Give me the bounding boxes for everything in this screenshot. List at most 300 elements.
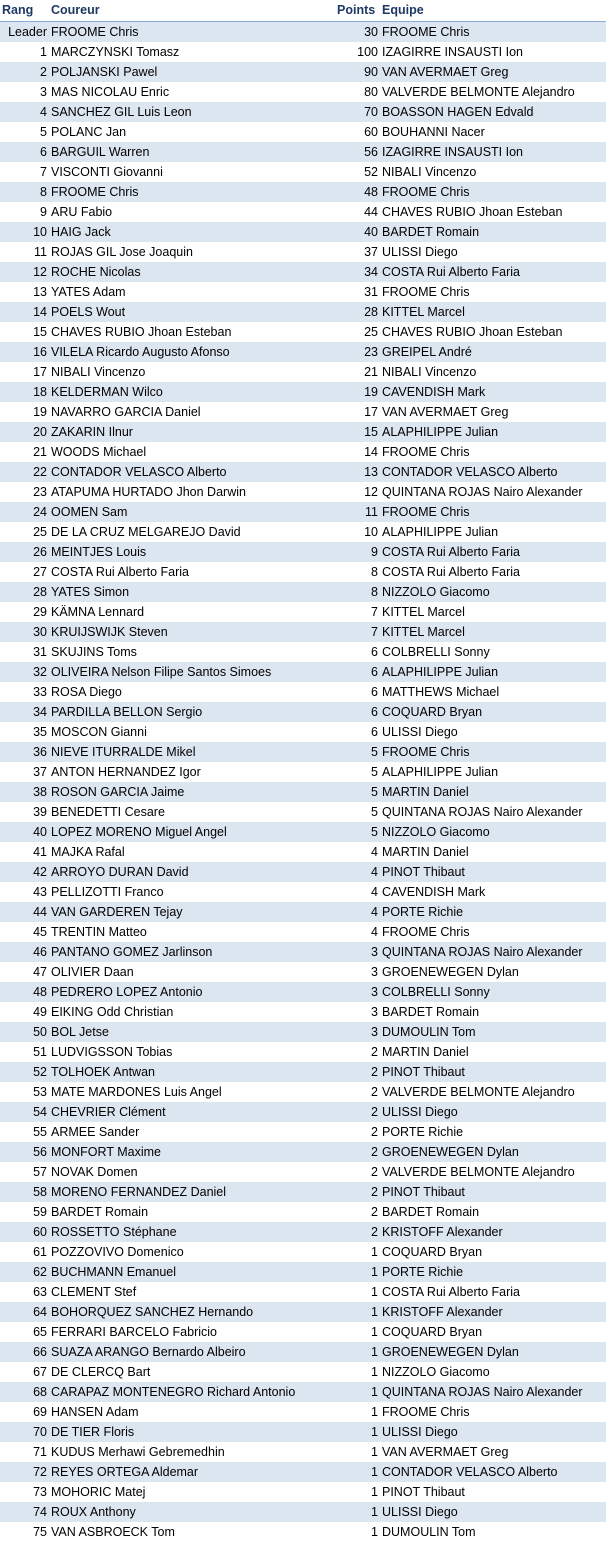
cell-equipe[interactable]: KITTEL Marcel [380,602,606,622]
table-row[interactable] [0,1422,606,1442]
cell-points[interactable]: 12 [335,482,380,502]
cell-equipe[interactable]: COLBRELLI Sonny [380,982,606,1002]
table-row[interactable] [0,802,606,822]
cell-points[interactable]: 6 [335,682,380,702]
cell-coureur[interactable]: ARMEE Sander [49,1122,335,1142]
table-row[interactable] [0,222,606,242]
table-row[interactable] [0,82,606,102]
cell-coureur[interactable]: PARDILLA BELLON Sergio [49,702,335,722]
table-row[interactable] [0,1022,606,1042]
table-row[interactable] [0,702,606,722]
cell-rang[interactable]: 4 [0,102,49,122]
cell-equipe[interactable]: MATTHEWS Michael [380,682,606,702]
table-row[interactable] [0,242,606,262]
cell-rang[interactable]: 35 [0,722,49,742]
table-row[interactable] [0,1462,606,1482]
table-row[interactable] [0,1122,606,1142]
cell-equipe[interactable]: PINOT Thibaut [380,1482,606,1502]
table-row[interactable] [0,302,606,322]
cell-coureur[interactable]: VAN ASBROECK Tom [49,1522,335,1542]
cell-points[interactable]: 25 [335,322,380,342]
cell-coureur[interactable]: POLJANSKI Pawel [49,62,335,82]
cell-points[interactable]: 13 [335,462,380,482]
cell-rang[interactable]: 38 [0,782,49,802]
cell-equipe[interactable]: KITTEL Marcel [380,622,606,642]
cell-rang[interactable]: 6 [0,142,49,162]
cell-coureur[interactable]: MOHORIC Matej [49,1482,335,1502]
cell-coureur[interactable]: NIEVE ITURRALDE Mikel [49,742,335,762]
cell-points[interactable]: 28 [335,302,380,322]
cell-rang[interactable]: 70 [0,1422,49,1442]
cell-rang[interactable]: 50 [0,1022,49,1042]
cell-rang[interactable]: 40 [0,822,49,842]
cell-equipe[interactable]: BOUHANNI Nacer [380,122,606,142]
table-row[interactable] [0,62,606,82]
cell-coureur[interactable]: ROSON GARCIA Jaime [49,782,335,802]
cell-coureur[interactable]: MORENO FERNANDEZ Daniel [49,1182,335,1202]
cell-rang[interactable]: 14 [0,302,49,322]
cell-rang[interactable]: 37 [0,762,49,782]
cell-points[interactable]: 7 [335,622,380,642]
cell-rang[interactable]: 31 [0,642,49,662]
table-row[interactable] [0,1222,606,1242]
cell-coureur[interactable]: SKUJINS Toms [49,642,335,662]
cell-points[interactable]: 8 [335,562,380,582]
cell-equipe[interactable]: NIZZOLO Giacomo [380,822,606,842]
cell-coureur[interactable]: COSTA Rui Alberto Faria [49,562,335,582]
table-row[interactable] [0,522,606,542]
cell-rang[interactable]: 9 [0,202,49,222]
cell-rang[interactable]: 60 [0,1222,49,1242]
table-row[interactable] [0,862,606,882]
header-equipe[interactable]: Equipe [380,0,606,22]
table-row[interactable] [0,1322,606,1342]
table-row[interactable] [0,1082,606,1102]
cell-equipe[interactable]: BARDET Romain [380,222,606,242]
table-row[interactable] [0,102,606,122]
cell-rang[interactable]: 34 [0,702,49,722]
cell-rang[interactable]: 25 [0,522,49,542]
cell-equipe[interactable]: GROENEWEGEN Dylan [380,1142,606,1162]
cell-coureur[interactable]: ZAKARIN Ilnur [49,422,335,442]
table-row[interactable] [0,922,606,942]
table-row[interactable] [0,642,606,662]
cell-equipe[interactable]: VALVERDE BELMONTE Alejandro [380,82,606,102]
cell-equipe[interactable]: IZAGIRRE INSAUSTI Ion [380,42,606,62]
cell-coureur[interactable]: EIKING Odd Christian [49,1002,335,1022]
cell-equipe[interactable]: CAVENDISH Mark [380,882,606,902]
cell-equipe[interactable]: IZAGIRRE INSAUSTI Ion [380,142,606,162]
table-row[interactable] [0,202,606,222]
table-row[interactable] [0,902,606,922]
cell-coureur[interactable]: NOVAK Domen [49,1162,335,1182]
cell-coureur[interactable]: DE CLERCQ Bart [49,1362,335,1382]
cell-coureur[interactable]: FROOME Chris [49,182,335,202]
cell-coureur[interactable]: VILELA Ricardo Augusto Afonso [49,342,335,362]
cell-coureur[interactable]: OOMEN Sam [49,502,335,522]
table-row[interactable] [0,262,606,282]
cell-rang[interactable]: 20 [0,422,49,442]
cell-coureur[interactable]: OLIVEIRA Nelson Filipe Santos Simoes [49,662,335,682]
cell-points[interactable]: 1 [335,1522,380,1542]
cell-coureur[interactable]: KUDUS Merhawi Gebremedhin [49,1442,335,1462]
cell-rang[interactable]: 30 [0,622,49,642]
cell-coureur[interactable]: MOSCON Gianni [49,722,335,742]
cell-points[interactable]: 3 [335,962,380,982]
cell-points[interactable]: 5 [335,762,380,782]
cell-points[interactable]: 52 [335,162,380,182]
cell-points[interactable]: 9 [335,542,380,562]
cell-coureur[interactable]: ARROYO DURAN David [49,862,335,882]
cell-equipe[interactable]: ALAPHILIPPE Julian [380,422,606,442]
cell-points[interactable]: 1 [335,1322,380,1342]
cell-coureur[interactable]: NAVARRO GARCIA Daniel [49,402,335,422]
cell-coureur[interactable]: MATE MARDONES Luis Angel [49,1082,335,1102]
cell-points[interactable]: 1 [335,1362,380,1382]
cell-equipe[interactable]: BARDET Romain [380,1202,606,1222]
cell-points[interactable]: 5 [335,802,380,822]
table-row[interactable] [0,982,606,1002]
cell-points[interactable]: 2 [335,1042,380,1062]
table-row[interactable] [0,1502,606,1522]
table-row[interactable] [0,602,606,622]
cell-coureur[interactable]: ATAPUMA HURTADO Jhon Darwin [49,482,335,502]
table-row[interactable] [0,542,606,562]
cell-equipe[interactable]: ULISSI Diego [380,1502,606,1522]
cell-rang[interactable]: 57 [0,1162,49,1182]
table-row[interactable] [0,402,606,422]
cell-points[interactable]: 5 [335,822,380,842]
cell-rang[interactable]: 53 [0,1082,49,1102]
table-row[interactable] [0,342,606,362]
cell-equipe[interactable]: ALAPHILIPPE Julian [380,762,606,782]
cell-equipe[interactable]: MARTIN Daniel [380,1042,606,1062]
table-row[interactable] [0,362,606,382]
header-points[interactable]: Points [335,0,380,22]
cell-equipe[interactable]: PINOT Thibaut [380,1182,606,1202]
cell-equipe[interactable]: FROOME Chris [380,502,606,522]
cell-equipe[interactable]: ULISSI Diego [380,1102,606,1122]
cell-rang[interactable]: 55 [0,1122,49,1142]
cell-coureur[interactable]: ROSSETTO Stéphane [49,1222,335,1242]
cell-points[interactable]: 1 [335,1382,380,1402]
table-row[interactable] [0,1142,606,1162]
cell-coureur[interactable]: BOL Jetse [49,1022,335,1042]
cell-equipe[interactable]: PORTE Richie [380,1262,606,1282]
table-row[interactable] [0,1242,606,1262]
cell-coureur[interactable]: PELLIZOTTI Franco [49,882,335,902]
cell-points[interactable]: 40 [335,222,380,242]
table-row[interactable] [0,122,606,142]
table-row[interactable] [0,182,606,202]
cell-points[interactable]: 1 [335,1402,380,1422]
cell-points[interactable]: 1 [335,1302,380,1322]
cell-equipe[interactable]: CONTADOR VELASCO Alberto [380,1462,606,1482]
table-row[interactable] [0,1202,606,1222]
table-row[interactable] [0,1002,606,1022]
cell-equipe[interactable]: GROENEWEGEN Dylan [380,962,606,982]
cell-coureur[interactable]: ROUX Anthony [49,1502,335,1522]
cell-rang[interactable]: 3 [0,82,49,102]
cell-equipe[interactable]: BOASSON HAGEN Edvald [380,102,606,122]
cell-equipe[interactable]: FROOME Chris [380,742,606,762]
table-row[interactable] [0,442,606,462]
cell-points[interactable]: 2 [335,1162,380,1182]
cell-coureur[interactable]: MAS NICOLAU Enric [49,82,335,102]
cell-coureur[interactable]: KELDERMAN Wilco [49,382,335,402]
cell-rang[interactable]: 44 [0,902,49,922]
cell-points[interactable]: 1 [335,1462,380,1482]
table-row[interactable] [0,1042,606,1062]
cell-points[interactable]: 1 [335,1242,380,1262]
table-row[interactable] [0,1262,606,1282]
cell-coureur[interactable]: HAIG Jack [49,222,335,242]
cell-points[interactable]: 34 [335,262,380,282]
cell-rang[interactable]: 22 [0,462,49,482]
cell-points[interactable]: 1 [335,1422,380,1442]
cell-equipe[interactable]: PINOT Thibaut [380,862,606,882]
cell-points[interactable]: 2 [335,1202,380,1222]
cell-points[interactable]: 4 [335,862,380,882]
cell-equipe[interactable]: FROOME Chris [380,22,606,43]
cell-equipe[interactable]: CHAVES RUBIO Jhoan Esteban [380,322,606,342]
cell-equipe[interactable]: MARTIN Daniel [380,842,606,862]
cell-equipe[interactable]: QUINTANA ROJAS Nairo Alexander [380,802,606,822]
cell-coureur[interactable]: KRUIJSWIJK Steven [49,622,335,642]
cell-equipe[interactable]: ALAPHILIPPE Julian [380,522,606,542]
cell-points[interactable]: 5 [335,782,380,802]
cell-points[interactable]: 4 [335,922,380,942]
cell-coureur[interactable]: ROJAS GIL Jose Joaquin [49,242,335,262]
cell-coureur[interactable]: BARDET Romain [49,1202,335,1222]
cell-coureur[interactable]: CHAVES RUBIO Jhoan Esteban [49,322,335,342]
cell-rang[interactable]: 47 [0,962,49,982]
cell-coureur[interactable]: MARCZYNSKI Tomasz [49,42,335,62]
cell-coureur[interactable]: ARU Fabio [49,202,335,222]
cell-coureur[interactable]: CONTADOR VELASCO Alberto [49,462,335,482]
table-row[interactable] [0,1482,606,1502]
cell-rang[interactable]: 67 [0,1362,49,1382]
cell-points[interactable]: 100 [335,42,380,62]
table-row[interactable] [0,42,606,62]
cell-equipe[interactable]: COSTA Rui Alberto Faria [380,1282,606,1302]
cell-rang[interactable]: 16 [0,342,49,362]
cell-coureur[interactable]: PEDRERO LOPEZ Antonio [49,982,335,1002]
table-row[interactable] [0,1162,606,1182]
cell-rang[interactable]: 21 [0,442,49,462]
cell-rang[interactable]: 63 [0,1282,49,1302]
cell-rang[interactable]: 75 [0,1522,49,1542]
cell-equipe[interactable]: COQUARD Bryan [380,702,606,722]
table-row[interactable] [0,1522,606,1542]
cell-points[interactable]: 7 [335,602,380,622]
table-row[interactable] [0,962,606,982]
cell-coureur[interactable]: KÄMNA Lennard [49,602,335,622]
table-row[interactable] [0,382,606,402]
cell-points[interactable]: 1 [335,1442,380,1462]
cell-coureur[interactable]: REYES ORTEGA Aldemar [49,1462,335,1482]
cell-rang[interactable]: 48 [0,982,49,1002]
cell-rang[interactable]: 68 [0,1382,49,1402]
cell-points[interactable]: 60 [335,122,380,142]
table-row[interactable] [0,882,606,902]
cell-coureur[interactable]: DE LA CRUZ MELGAREJO David [49,522,335,542]
cell-coureur[interactable]: NIBALI Vincenzo [49,362,335,382]
cell-coureur[interactable]: ROCHE Nicolas [49,262,335,282]
cell-points[interactable]: 6 [335,662,380,682]
cell-points[interactable]: 30 [335,22,380,43]
cell-rang[interactable]: 23 [0,482,49,502]
cell-equipe[interactable]: KITTEL Marcel [380,302,606,322]
cell-coureur[interactable]: CLEMENT Stef [49,1282,335,1302]
table-row[interactable] [0,722,606,742]
cell-equipe[interactable]: NIZZOLO Giacomo [380,1362,606,1382]
cell-points[interactable]: 6 [335,642,380,662]
cell-coureur[interactable]: BARGUIL Warren [49,142,335,162]
cell-coureur[interactable]: MEINTJES Louis [49,542,335,562]
cell-points[interactable]: 5 [335,742,380,762]
cell-rang[interactable]: Leader [0,22,49,43]
cell-rang[interactable]: 52 [0,1062,49,1082]
cell-equipe[interactable]: KRISTOFF Alexander [380,1302,606,1322]
cell-coureur[interactable]: VISCONTI Giovanni [49,162,335,182]
cell-points[interactable]: 2 [335,1062,380,1082]
cell-coureur[interactable]: ROSA Diego [49,682,335,702]
table-row[interactable] [0,1302,606,1322]
cell-rang[interactable]: 72 [0,1462,49,1482]
table-row[interactable] [0,1282,606,1302]
table-row[interactable] [0,582,606,602]
table-row[interactable] [0,1062,606,1082]
cell-coureur[interactable]: POELS Wout [49,302,335,322]
table-row[interactable] [0,662,606,682]
cell-points[interactable]: 31 [335,282,380,302]
table-row[interactable] [0,322,606,342]
table-row[interactable] [0,562,606,582]
cell-equipe[interactable]: COSTA Rui Alberto Faria [380,542,606,562]
cell-coureur[interactable]: TRENTIN Matteo [49,922,335,942]
table-row[interactable] [0,1442,606,1462]
table-row[interactable] [0,1402,606,1422]
cell-rang[interactable]: 27 [0,562,49,582]
cell-coureur[interactable]: POZZOVIVO Domenico [49,1242,335,1262]
cell-rang[interactable]: 36 [0,742,49,762]
cell-equipe[interactable]: FROOME Chris [380,182,606,202]
cell-rang[interactable]: 28 [0,582,49,602]
cell-points[interactable]: 56 [335,142,380,162]
cell-rang[interactable]: 2 [0,62,49,82]
table-row[interactable] [0,1182,606,1202]
table-row[interactable] [0,1362,606,1382]
cell-rang[interactable]: 64 [0,1302,49,1322]
cell-coureur[interactable]: SANCHEZ GIL Luis Leon [49,102,335,122]
cell-points[interactable]: 2 [335,1142,380,1162]
cell-coureur[interactable]: DE TIER Floris [49,1422,335,1442]
cell-rang[interactable]: 71 [0,1442,49,1462]
table-row[interactable] [0,1102,606,1122]
cell-coureur[interactable]: YATES Adam [49,282,335,302]
cell-rang[interactable]: 54 [0,1102,49,1122]
cell-equipe[interactable]: VAN AVERMAET Greg [380,62,606,82]
table-row[interactable] [0,782,606,802]
cell-coureur[interactable]: PANTANO GOMEZ Jarlinson [49,942,335,962]
table-row[interactable] [0,742,606,762]
cell-coureur[interactable]: WOODS Michael [49,442,335,462]
cell-rang[interactable]: 69 [0,1402,49,1422]
cell-equipe[interactable]: CAVENDISH Mark [380,382,606,402]
cell-points[interactable]: 2 [335,1182,380,1202]
cell-equipe[interactable]: FROOME Chris [380,1402,606,1422]
cell-rang[interactable]: 17 [0,362,49,382]
cell-points[interactable]: 10 [335,522,380,542]
table-row[interactable] [0,422,606,442]
cell-coureur[interactable]: YATES Simon [49,582,335,602]
table-row[interactable] [0,822,606,842]
cell-points[interactable]: 3 [335,1022,380,1042]
cell-equipe[interactable]: COSTA Rui Alberto Faria [380,562,606,582]
table-row[interactable] [0,162,606,182]
cell-rang[interactable]: 29 [0,602,49,622]
cell-rang[interactable]: 49 [0,1002,49,1022]
cell-coureur[interactable]: SUAZA ARANGO Bernardo Albeiro [49,1342,335,1362]
cell-rang[interactable]: 41 [0,842,49,862]
cell-points[interactable]: 19 [335,382,380,402]
cell-equipe[interactable]: QUINTANA ROJAS Nairo Alexander [380,942,606,962]
cell-coureur[interactable]: CARAPAZ MONTENEGRO Richard Antonio [49,1382,335,1402]
cell-equipe[interactable]: NIBALI Vincenzo [380,362,606,382]
cell-points[interactable]: 2 [335,1082,380,1102]
cell-coureur[interactable]: ANTON HERNANDEZ Igor [49,762,335,782]
table-row[interactable] [0,682,606,702]
cell-points[interactable]: 14 [335,442,380,462]
cell-points[interactable]: 2 [335,1222,380,1242]
cell-points[interactable]: 1 [335,1342,380,1362]
cell-coureur[interactable]: VAN GARDEREN Tejay [49,902,335,922]
cell-points[interactable]: 21 [335,362,380,382]
cell-equipe[interactable]: QUINTANA ROJAS Nairo Alexander [380,1382,606,1402]
table-row[interactable] [0,462,606,482]
cell-rang[interactable]: 45 [0,922,49,942]
cell-equipe[interactable]: DUMOULIN Tom [380,1022,606,1042]
table-row[interactable] [0,282,606,302]
table-row[interactable] [0,1382,606,1402]
cell-rang[interactable]: 10 [0,222,49,242]
cell-rang[interactable]: 74 [0,1502,49,1522]
table-row[interactable] [0,762,606,782]
cell-rang[interactable]: 59 [0,1202,49,1222]
cell-coureur[interactable]: FERRARI BARCELO Fabricio [49,1322,335,1342]
cell-coureur[interactable]: POLANC Jan [49,122,335,142]
cell-equipe[interactable]: ALAPHILIPPE Julian [380,662,606,682]
cell-rang[interactable]: 66 [0,1342,49,1362]
cell-points[interactable]: 1 [335,1262,380,1282]
cell-coureur[interactable]: LOPEZ MORENO Miguel Angel [49,822,335,842]
cell-coureur[interactable]: BUCHMANN Emanuel [49,1262,335,1282]
cell-rang[interactable]: 18 [0,382,49,402]
cell-equipe[interactable]: GREIPEL André [380,342,606,362]
cell-rang[interactable]: 39 [0,802,49,822]
cell-points[interactable]: 37 [335,242,380,262]
cell-rang[interactable]: 1 [0,42,49,62]
table-row[interactable] [0,842,606,862]
cell-points[interactable]: 1 [335,1502,380,1522]
cell-equipe[interactable]: COQUARD Bryan [380,1322,606,1342]
cell-equipe[interactable]: ULISSI Diego [380,722,606,742]
header-rang[interactable]: Rang [0,0,49,22]
cell-coureur[interactable]: BENEDETTI Cesare [49,802,335,822]
cell-coureur[interactable]: BOHORQUEZ SANCHEZ Hernando [49,1302,335,1322]
table-row[interactable] [0,942,606,962]
